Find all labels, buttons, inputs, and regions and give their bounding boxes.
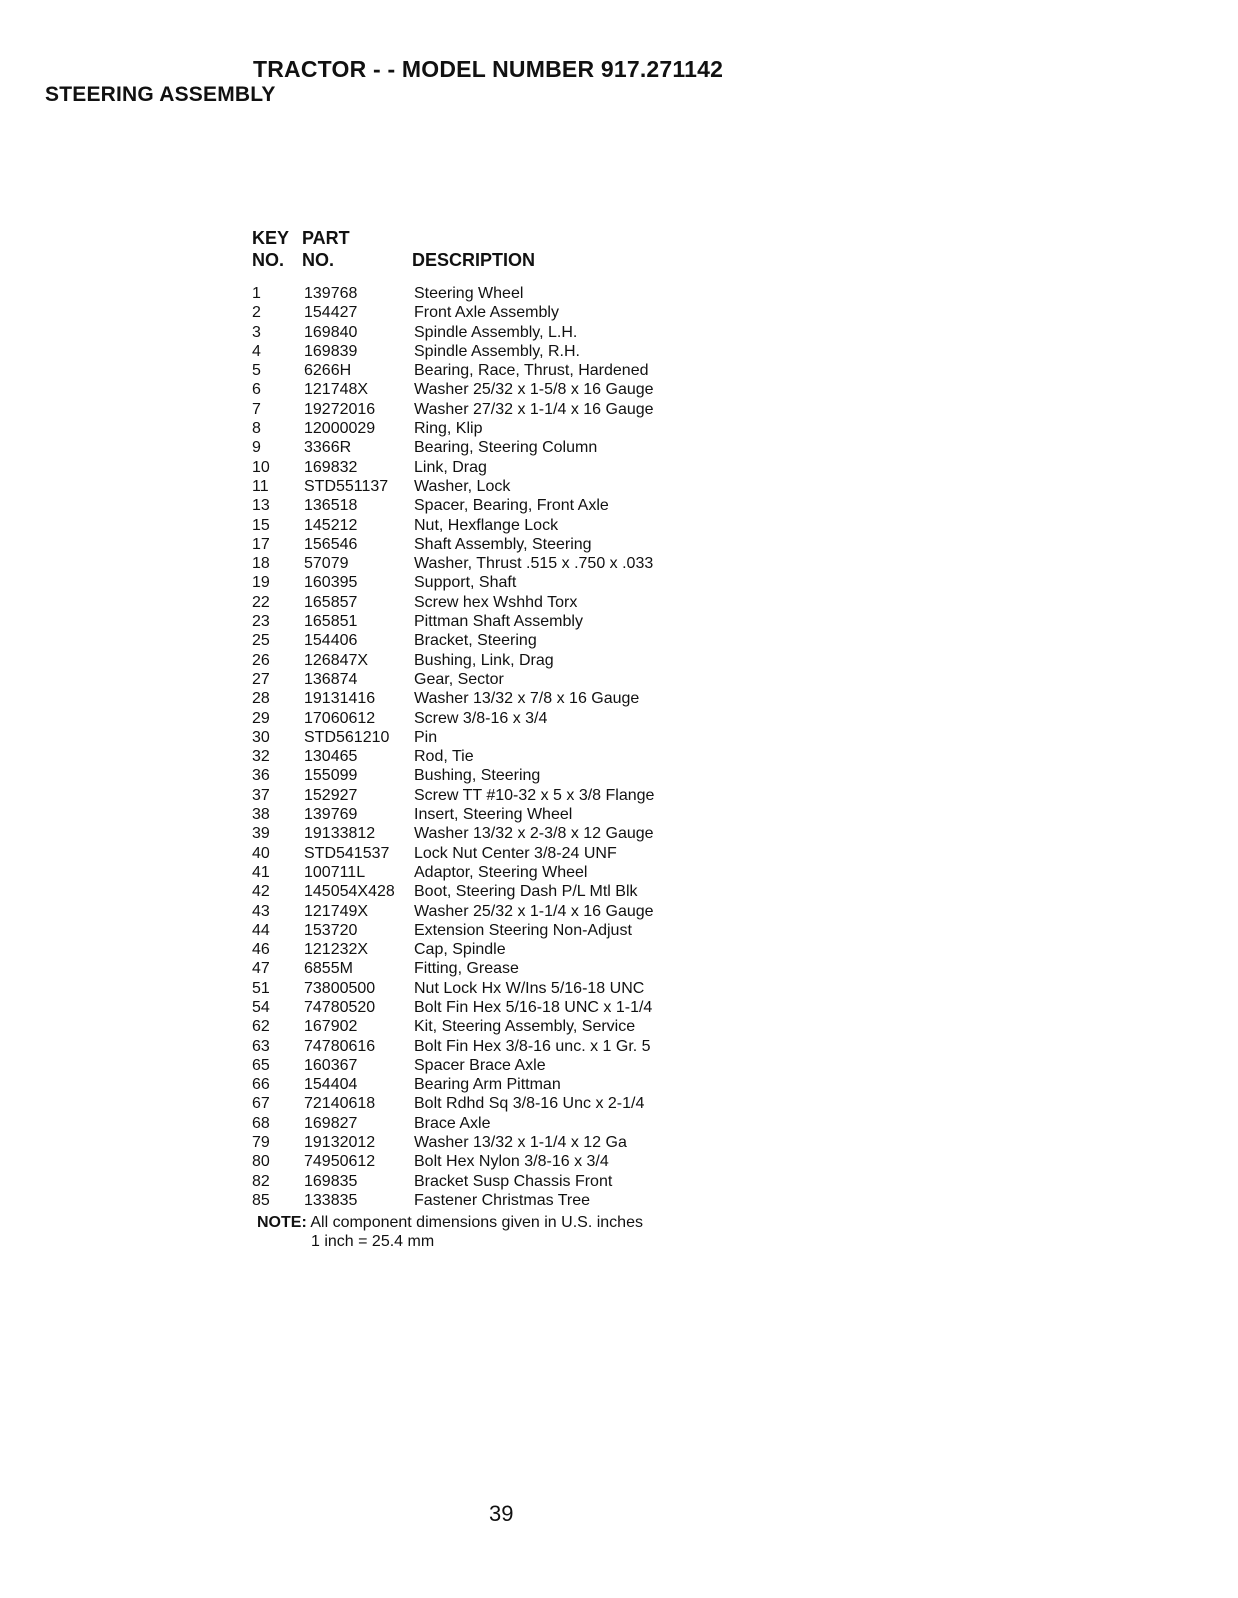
part-description: Spindle Assembly, L.H.	[414, 323, 578, 341]
table-row	[252, 882, 812, 901]
part-number: 19272016	[304, 400, 376, 418]
part-description: Bolt Fin Hex 5/16-18 UNC x 1-1/4	[414, 998, 653, 1016]
part-description: Pin	[414, 728, 438, 746]
key-number: 22	[252, 593, 270, 611]
part-description: Screw TT #10-32 x 5 x 3/8 Flange	[414, 786, 655, 804]
table-row	[252, 1075, 812, 1094]
key-number: 66	[252, 1076, 270, 1094]
table-row	[252, 670, 812, 689]
part-description: Spacer, Bearing, Front Axle	[414, 497, 609, 515]
table-row	[252, 1017, 812, 1036]
part-description: Bearing, Race, Thrust, Hardened	[414, 362, 649, 380]
table-row	[252, 709, 812, 728]
table-row	[252, 593, 812, 612]
key-number: 37	[252, 786, 270, 804]
key-number: 38	[252, 806, 270, 824]
part-number: 17060612	[304, 709, 376, 727]
part-number: STD561210	[304, 728, 390, 746]
part-description: Gear, Sector	[414, 670, 504, 688]
part-number: 74950612	[304, 1153, 376, 1171]
part-number: 57079	[304, 555, 349, 573]
part-number: 74780520	[304, 998, 376, 1016]
key-number: 63	[252, 1037, 270, 1055]
part-description: Bolt Rdhd Sq 3/8-16 Unc x 2-1/4	[414, 1095, 645, 1113]
table-row	[252, 728, 812, 747]
dimensions-note	[257, 1213, 643, 1232]
part-number: 100711L	[304, 863, 366, 881]
key-number: 44	[252, 921, 270, 939]
table-row	[252, 361, 812, 380]
part-description: Screw hex Wshhd Torx	[414, 593, 578, 611]
key-number: 25	[252, 632, 270, 650]
part-description: Spindle Assembly, R.H.	[414, 342, 580, 360]
part-description: Pittman Shaft Assembly	[414, 613, 583, 631]
column-header-part-line2: NO.	[302, 250, 335, 270]
table-row	[252, 612, 812, 631]
part-number: 169840	[304, 323, 358, 341]
key-number: 9	[252, 439, 261, 457]
part-description: Insert, Steering Wheel	[414, 806, 573, 824]
part-description: Bolt Fin Hex 3/8-16 unc. x 1 Gr. 5	[414, 1037, 651, 1055]
key-number: 3	[252, 323, 261, 341]
part-number: 160395	[304, 574, 358, 592]
page-title: TRACTOR - - MODEL NUMBER 917.271142	[253, 56, 724, 82]
table-row	[252, 631, 812, 650]
part-description: Bracket Susp Chassis Front	[414, 1172, 613, 1190]
part-number: 160367	[304, 1056, 358, 1074]
column-header-key-line1: KEY	[252, 228, 290, 248]
part-number: 155099	[304, 767, 358, 785]
table-row	[252, 1114, 812, 1133]
table-row	[252, 438, 812, 457]
part-description: Boot, Steering Dash P/L Mtl Blk	[414, 883, 638, 901]
part-description: Adaptor, Steering Wheel	[414, 863, 588, 881]
table-row	[252, 1172, 812, 1191]
table-row	[252, 323, 812, 342]
key-number: 68	[252, 1114, 270, 1132]
table-row	[252, 824, 812, 843]
table-row	[252, 1037, 812, 1056]
part-number: 121748X	[304, 381, 369, 399]
table-row	[252, 786, 812, 805]
key-number: 10	[252, 458, 270, 476]
table-row	[252, 863, 812, 882]
part-number: 73800500	[304, 979, 376, 997]
part-number: 169832	[304, 458, 358, 476]
table-row	[252, 554, 812, 573]
table-row	[252, 959, 812, 978]
key-number: 1	[252, 285, 261, 302]
part-number: 136874	[304, 670, 358, 688]
part-description: Shaft Assembly, Steering	[414, 535, 592, 553]
key-number: 30	[252, 728, 270, 746]
key-number: 39	[252, 825, 270, 843]
part-description: Brace Axle	[414, 1114, 491, 1132]
part-number: 154427	[304, 304, 358, 322]
table-row	[252, 573, 812, 592]
table-row	[252, 458, 812, 477]
table-row	[252, 1133, 812, 1152]
note-text: All component dimensions given in U.S. inches	[310, 1214, 643, 1231]
part-number: 139769	[304, 806, 358, 824]
part-description: Fastener Christmas Tree	[414, 1191, 591, 1209]
column-header-description: DESCRIPTION	[412, 250, 536, 270]
section-title: STEERING ASSEMBLY	[45, 83, 276, 106]
table-row	[252, 535, 812, 554]
part-description: Support, Shaft	[414, 574, 517, 592]
table-row	[252, 940, 812, 959]
table-row	[252, 303, 812, 322]
part-number: 19131416	[304, 690, 376, 708]
table-row	[252, 805, 812, 824]
part-number: 121232X	[304, 941, 369, 959]
note-label: NOTE:	[257, 1214, 307, 1231]
part-description: Bolt Hex Nylon 3/8-16 x 3/4	[414, 1153, 609, 1171]
table-row	[252, 284, 812, 303]
part-description: Nut Lock Hx W/Ins 5/16-18 UNC	[414, 979, 645, 997]
key-number: 54	[252, 998, 270, 1016]
part-number: 153720	[304, 921, 358, 939]
part-description: Nut, Hexflange Lock	[414, 516, 559, 534]
part-description: Kit, Steering Assembly, Service	[414, 1018, 636, 1036]
key-number: 43	[252, 902, 270, 920]
table-row	[252, 380, 812, 399]
part-description: Front Axle Assembly	[414, 304, 559, 322]
part-description: Rod, Tie	[414, 748, 474, 766]
part-number: 6266H	[304, 362, 352, 380]
part-number: 154406	[304, 632, 358, 650]
parts-list	[252, 284, 812, 1210]
table-row	[252, 689, 812, 708]
key-number: 80	[252, 1153, 270, 1171]
column-header-part-line1: PART	[302, 228, 350, 248]
key-number: 23	[252, 613, 270, 631]
key-number: 32	[252, 748, 270, 766]
part-number: 126847X	[304, 651, 369, 669]
table-row	[252, 844, 812, 863]
part-description: Lock Nut Center 3/8-24 UNF	[414, 844, 617, 862]
part-description: Bracket, Steering	[414, 632, 537, 650]
key-number: 42	[252, 883, 270, 901]
key-number: 26	[252, 651, 270, 669]
part-number: 72140618	[304, 1095, 376, 1113]
part-description: Bearing Arm Pittman	[414, 1076, 561, 1094]
table-row	[252, 419, 812, 438]
note-conversion: 1 inch = 25.4 mm	[311, 1233, 435, 1250]
key-number: 85	[252, 1191, 270, 1209]
table-row	[252, 400, 812, 419]
key-number: 6	[252, 381, 261, 399]
part-number: 130465	[304, 748, 358, 766]
part-description: Washer, Thrust .515 x .750 x .033	[414, 555, 654, 573]
key-number: 47	[252, 960, 270, 978]
table-row	[252, 1191, 812, 1210]
part-number: 145212	[304, 516, 358, 534]
part-number: 6855M	[304, 960, 353, 978]
part-number: 169839	[304, 342, 358, 360]
key-number: 28	[252, 690, 270, 708]
table-row	[252, 747, 812, 766]
part-number: 74780616	[304, 1037, 376, 1055]
part-number: 19133812	[304, 825, 376, 843]
column-header-key-line2: NO.	[252, 250, 285, 270]
part-number: 169835	[304, 1172, 358, 1190]
key-number: 41	[252, 863, 270, 881]
key-number: 7	[252, 400, 261, 418]
table-row	[252, 496, 812, 515]
table-row	[252, 1152, 812, 1171]
table-row	[252, 1094, 812, 1113]
part-number: 167902	[304, 1018, 358, 1036]
part-description: Washer 13/32 x 1-1/4 x 12 Ga	[414, 1134, 627, 1152]
page-number: 39	[489, 1501, 514, 1526]
key-number: 79	[252, 1134, 270, 1152]
part-description: Screw 3/8-16 x 3/4	[414, 709, 548, 727]
part-description: Extension Steering Non-Adjust	[414, 921, 632, 939]
key-number: 18	[252, 555, 270, 573]
part-description: Steering Wheel	[414, 285, 524, 302]
table-row	[252, 766, 812, 785]
key-number: 11	[252, 477, 269, 495]
part-description: Link, Drag	[414, 458, 487, 476]
part-description: Cap, Spindle	[414, 941, 506, 959]
part-number: 19132012	[304, 1134, 376, 1152]
key-number: 36	[252, 767, 270, 785]
part-description: Ring, Klip	[414, 420, 483, 438]
part-number: STD551137	[304, 477, 389, 495]
part-number: 154404	[304, 1076, 358, 1094]
part-description: Washer 27/32 x 1-1/4 x 16 Gauge	[414, 400, 654, 418]
part-description: Bearing, Steering Column	[414, 439, 598, 457]
table-row	[252, 979, 812, 998]
key-number: 82	[252, 1172, 270, 1190]
key-number: 29	[252, 709, 270, 727]
key-number: 4	[252, 342, 261, 360]
part-number: 133835	[304, 1191, 358, 1209]
part-description: Fitting, Grease	[414, 960, 519, 978]
part-number: 156546	[304, 535, 358, 553]
key-number: 51	[252, 979, 270, 997]
part-number: 139768	[304, 285, 358, 302]
table-row	[252, 477, 812, 496]
part-description: Spacer Brace Axle	[414, 1056, 546, 1074]
key-number: 67	[252, 1095, 270, 1113]
part-number: 3366R	[304, 439, 352, 457]
key-number: 2	[252, 304, 261, 322]
part-number: 121749X	[304, 902, 369, 920]
key-number: 27	[252, 670, 270, 688]
key-number: 40	[252, 844, 270, 862]
table-row	[252, 516, 812, 535]
part-description: Bushing, Steering	[414, 767, 541, 785]
part-description: Bushing, Link, Drag	[414, 651, 554, 669]
part-number: 145054X428	[304, 883, 395, 901]
part-number: 165851	[304, 613, 358, 631]
part-number: 152927	[304, 786, 358, 804]
table-row	[252, 902, 812, 921]
table-row	[252, 998, 812, 1017]
table-row	[252, 651, 812, 670]
key-number: 62	[252, 1018, 270, 1036]
key-number: 8	[252, 420, 261, 438]
key-number: 46	[252, 941, 270, 959]
key-number: 13	[252, 497, 270, 515]
key-number: 19	[252, 574, 270, 592]
part-description: Washer 25/32 x 1-1/4 x 16 Gauge	[414, 902, 654, 920]
table-row	[252, 921, 812, 940]
part-number: STD541537	[304, 844, 390, 862]
part-description: Washer 13/32 x 2-3/8 x 12 Gauge	[414, 825, 654, 843]
part-number: 12000029	[304, 420, 376, 438]
part-number: 169827	[304, 1114, 358, 1132]
part-number: 136518	[304, 497, 358, 515]
part-description: Washer 25/32 x 1-5/8 x 16 Gauge	[414, 381, 654, 399]
table-row	[252, 1056, 812, 1075]
part-description: Washer 13/32 x 7/8 x 16 Gauge	[414, 690, 640, 708]
part-number: 165857	[304, 593, 358, 611]
key-number: 17	[252, 535, 270, 553]
key-number: 5	[252, 362, 261, 380]
part-description: Washer, Lock	[414, 477, 511, 495]
table-row	[252, 342, 812, 361]
key-number: 65	[252, 1056, 270, 1074]
key-number: 15	[252, 516, 270, 534]
